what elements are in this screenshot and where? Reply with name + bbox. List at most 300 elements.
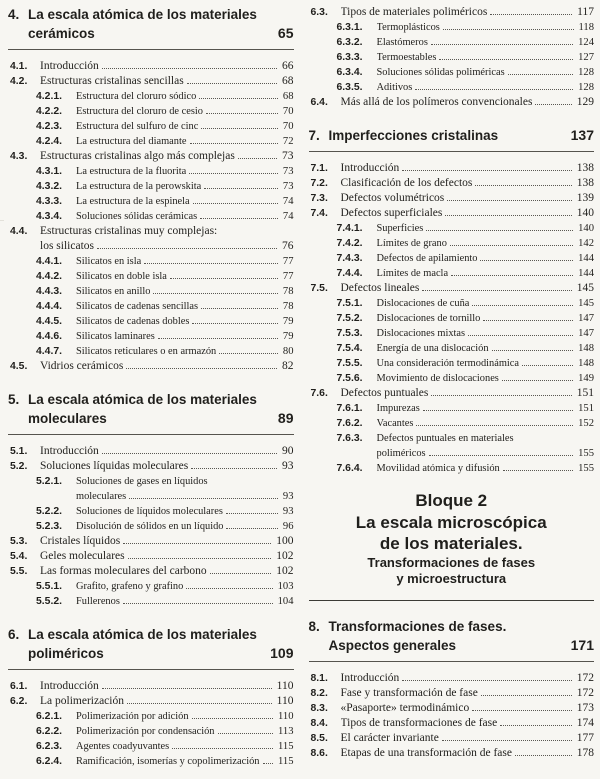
toc-entry-title: Polimerización por condensación — [76, 726, 215, 737]
toc-entry-number: 7.5.6. — [336, 373, 363, 384]
dot-leader — [201, 308, 278, 309]
toc-entry-number: 5.3. — [10, 536, 28, 547]
toc-entry-page-number: 149 — [578, 373, 594, 384]
toc-entry-title: Estructura del cloruro de cesio — [76, 106, 203, 117]
toc-entry-number: 5.2.3. — [36, 521, 62, 532]
toc-entry — [309, 176, 595, 191]
toc-entry — [309, 431, 595, 461]
toc-entry-number: 7.4.3. — [336, 253, 363, 264]
toc-entry-page-number: 152 — [578, 418, 594, 429]
toc-entry-page-number: 113 — [278, 726, 294, 737]
dot-leader — [219, 353, 278, 354]
toc-entry-title: Tipos de materiales poliméricos — [340, 6, 488, 18]
toc-entry — [8, 299, 294, 314]
dot-leader — [192, 323, 278, 324]
toc-entry-title: Vidrios cerámicos — [40, 360, 124, 372]
toc-entry-title: Fullerenos — [76, 596, 120, 607]
toc-entry-line — [309, 356, 595, 371]
toc-entry-title: Clasificación de los defectos — [340, 177, 473, 189]
dot-leader — [450, 245, 573, 246]
toc-column-right — [309, 5, 595, 775]
toc-entry — [309, 716, 595, 731]
dot-leader — [123, 603, 273, 604]
dot-leader — [480, 260, 573, 261]
dot-leader — [192, 718, 273, 719]
toc-entry-number: 8.4. — [310, 717, 328, 729]
toc-entry-number: 4.4.6. — [36, 331, 62, 342]
toc-entry — [309, 5, 595, 20]
toc-entry — [309, 701, 595, 716]
toc-entry-page-number: 172 — [576, 671, 594, 684]
toc-entry-number: 4.5. — [10, 361, 28, 372]
toc-entry-title: Estructura del sulfuro de cinc — [76, 121, 199, 132]
toc-entry-line — [8, 564, 294, 579]
toc-entry — [8, 359, 294, 374]
toc-entry-line — [8, 74, 294, 89]
toc-entry-page-number: 155 — [578, 463, 594, 474]
toc-entry-title: Termoestables — [376, 52, 437, 63]
toc-entry-number: 4.4.1. — [36, 256, 62, 267]
toc-entry-page-number: 74 — [282, 211, 294, 222]
toc-entry-title: Silicatos laminares — [76, 331, 155, 342]
chapter-title: La escala atómica de los materiales — [28, 627, 257, 642]
dot-leader — [515, 755, 572, 756]
toc-entry-title: Polimerización por adición — [76, 711, 189, 722]
toc-entry-page-number: 70 — [282, 121, 294, 132]
toc-entry-page-number: 110 — [278, 711, 294, 722]
toc-entry-number: 5.5.2. — [36, 596, 62, 607]
toc-entry-number: 5.2. — [10, 461, 28, 472]
dot-leader — [522, 365, 573, 366]
toc-entry-title: Las formas moleculares del carbono — [40, 565, 207, 577]
toc-entry-title: Más allá de los polímeros convencionales — [340, 96, 533, 108]
toc-entry-line — [8, 724, 294, 739]
toc-entry-number: 6.2.3. — [36, 741, 62, 752]
toc-entry-page-number: 174 — [576, 716, 594, 729]
toc-entry-line — [309, 671, 595, 686]
toc-entry-line — [309, 206, 595, 221]
toc-entry — [309, 50, 595, 65]
dot-leader — [172, 748, 273, 749]
toc-entry-line — [8, 489, 294, 504]
toc-entry — [309, 191, 595, 206]
toc-entry-line — [309, 95, 595, 110]
toc-entry — [8, 194, 294, 209]
toc-entry — [309, 401, 595, 416]
chapter-number: 7. — [308, 128, 320, 143]
dot-leader — [199, 98, 278, 99]
dot-leader — [415, 89, 573, 90]
toc-entry — [8, 504, 294, 519]
toc-entry-line — [8, 254, 294, 269]
dot-leader — [423, 410, 573, 411]
toc-entry-number: 7.6.1. — [336, 403, 363, 414]
dot-leader — [439, 59, 573, 60]
toc-entry-page-number: 151 — [576, 387, 594, 399]
toc-entry-title: Defectos puntuales — [340, 387, 429, 399]
toc-entry-number: 4.3.4. — [36, 211, 62, 222]
dot-leader — [472, 710, 572, 711]
toc-entry-title: Energía de una dislocación — [376, 343, 489, 354]
toc-entry-page-number: 78 — [282, 286, 294, 297]
scan-artifact — [0, 220, 4, 221]
toc-entry — [309, 416, 595, 431]
toc-entry-title: poliméricos — [376, 448, 426, 459]
toc-entry-title: La estructura de la fluorita — [76, 166, 187, 177]
dot-leader — [200, 218, 278, 219]
toc-entry-number: 7.6.4. — [336, 463, 363, 474]
toc-entry-line — [309, 191, 595, 206]
toc-entry-title: Agentes coadyuvantes — [76, 741, 170, 752]
toc-entry-title: Grafito, grafeno y grafino — [76, 581, 184, 592]
toc-entry-title: Estructura del cloruro sódico — [76, 91, 197, 102]
toc-entry — [309, 266, 595, 281]
toc-entry-page-number: 138 — [576, 177, 594, 189]
toc-entry-line — [8, 314, 294, 329]
toc-entry — [309, 731, 595, 746]
toc-entry-title: Soluciones de líquidos moleculares — [76, 506, 223, 517]
dot-leader — [226, 528, 277, 529]
toc-entry-title: Silicatos reticulares o en armazón — [76, 346, 217, 357]
toc-entry-line — [8, 284, 294, 299]
toc-entry-title: Silicatos en isla — [76, 256, 142, 267]
toc-entry-number: 8.3. — [310, 702, 328, 714]
toc-entry-page-number: 110 — [276, 680, 294, 692]
toc-entry-page-number: 77 — [282, 271, 294, 282]
toc-entry-number: 7.4.1. — [336, 223, 363, 234]
toc-entry-page-number: 102 — [276, 550, 294, 562]
toc-entry-title: Silicatos de cadenas sencillas — [76, 301, 199, 312]
toc-entry-page-number: 129 — [576, 96, 594, 108]
dot-leader — [129, 498, 278, 499]
toc-entry-line — [309, 80, 595, 95]
dot-leader — [263, 763, 273, 764]
chapter-heading — [8, 625, 294, 670]
toc-entry-page-number: 115 — [278, 756, 294, 767]
chapter-page-number: 137 — [570, 127, 594, 143]
toc-entry-title: Una consideración termodinámica — [376, 358, 520, 369]
toc-entry-title: «Pasaporte» termodinámico — [340, 701, 470, 714]
toc-entry — [8, 739, 294, 754]
chapter-heading-line — [309, 636, 595, 655]
chapter-title-continued: poliméricos — [28, 646, 104, 661]
toc-entry-line — [8, 224, 294, 239]
toc-entry-line — [309, 161, 595, 176]
toc-entry-number: 6.4. — [310, 97, 328, 108]
dot-leader — [447, 200, 571, 201]
chapter-heading-line — [8, 625, 294, 644]
dot-leader — [416, 425, 573, 426]
toc-entry-number: 7.4. — [310, 208, 328, 219]
toc-entry-page-number: 178 — [576, 746, 594, 759]
toc-entry-number: 6.2.2. — [36, 726, 62, 737]
chapter-page-number: 89 — [277, 410, 294, 426]
toc-entry — [8, 104, 294, 119]
toc-entry-title: Soluciones de gases en líquidos — [76, 476, 208, 487]
toc-entry — [309, 35, 595, 50]
chapter-heading-line — [8, 5, 294, 24]
toc-entry — [8, 549, 294, 564]
toc-entry — [309, 356, 595, 371]
toc-entry-line — [309, 5, 595, 20]
toc-entry — [8, 329, 294, 344]
dot-leader — [472, 305, 573, 306]
toc-entry — [8, 269, 294, 284]
toc-entry-number: 7.4.2. — [336, 238, 363, 249]
dot-leader — [144, 263, 278, 264]
toc-entry — [8, 579, 294, 594]
toc-entry-line — [8, 474, 294, 489]
dot-leader — [422, 290, 571, 291]
toc-entry-page-number: 115 — [278, 741, 294, 752]
toc-entry — [8, 284, 294, 299]
toc-entry-line — [8, 299, 294, 314]
toc-entry-title: El carácter invariante — [340, 731, 439, 744]
toc-entry-page-number: 173 — [576, 701, 594, 714]
dot-leader — [127, 703, 272, 704]
toc-entry-title: Superficies — [376, 223, 424, 234]
dot-leader — [190, 143, 278, 144]
dot-leader — [218, 733, 274, 734]
toc-entry — [8, 754, 294, 769]
toc-entry-line — [309, 236, 595, 251]
toc-entry — [8, 164, 294, 179]
toc-entry-title: Soluciones sólidas cerámicas — [76, 211, 198, 222]
dot-leader — [502, 380, 573, 381]
chapter-page-number: 171 — [570, 636, 594, 653]
toc-entry-number: 8.2. — [310, 687, 328, 699]
chapter-heading-line — [309, 126, 595, 145]
toc-entry-title: Aditivos — [376, 82, 413, 93]
dot-leader — [193, 203, 278, 204]
toc-entry — [8, 74, 294, 89]
toc-entry — [309, 746, 595, 761]
toc-entry-title: Silicatos de cadenas dobles — [76, 316, 190, 327]
toc-entry-page-number: 177 — [576, 731, 594, 744]
toc-entry-page-number: 66 — [282, 60, 294, 72]
toc-entry-number: 8.6. — [310, 747, 328, 759]
toc-entry-number: 8.1. — [310, 672, 328, 684]
dot-leader — [468, 335, 573, 336]
toc-entry-page-number: 100 — [276, 535, 294, 547]
toc-entry-page-number: 118 — [578, 22, 594, 33]
toc-entry-line — [309, 326, 595, 341]
toc-entry-line — [309, 401, 595, 416]
toc-entry-page-number: 90 — [282, 445, 294, 457]
toc-entry — [309, 311, 595, 326]
toc-entry — [8, 534, 294, 549]
toc-entry-line — [309, 251, 595, 266]
toc-entry-number: 7.5.2. — [336, 313, 363, 324]
toc-entry-number: 7.1. — [310, 163, 328, 174]
toc-entry-title: Dislocaciones de tornillo — [376, 313, 481, 324]
toc-entry-page-number: 74 — [282, 196, 294, 207]
chapter-number: 6. — [8, 627, 20, 642]
toc-entry-number: 5.4. — [10, 551, 28, 562]
dot-leader — [238, 158, 277, 159]
toc-entry-page-number: 82 — [282, 360, 294, 372]
toc-entry-number: 8.5. — [310, 732, 328, 744]
toc-entry-line — [8, 134, 294, 149]
part-divider — [309, 490, 595, 601]
toc-entry — [8, 344, 294, 359]
toc-entry-page-number: 147 — [578, 328, 594, 339]
chapter-heading-line — [8, 390, 294, 409]
part-divider-title-line: La escala microscópica — [355, 512, 547, 532]
toc-entry-line — [309, 446, 595, 461]
toc-entry — [309, 371, 595, 386]
toc-entry-title: Elastómeros — [376, 37, 428, 48]
toc-entry — [309, 65, 595, 80]
toc-entry-page-number: 110 — [276, 695, 294, 707]
dot-leader — [102, 68, 277, 69]
dot-leader — [153, 293, 277, 294]
dot-leader — [191, 468, 277, 469]
toc-entry-page-number: 96 — [282, 521, 294, 532]
toc-entry-number: 4.2.1. — [36, 91, 62, 102]
toc-entry-title: Defectos volumétricos — [340, 192, 445, 204]
toc-entry — [309, 686, 595, 701]
toc-entry — [8, 254, 294, 269]
toc-entry — [8, 564, 294, 579]
toc-entry-number: 4.3.2. — [36, 181, 62, 192]
toc-entry-line — [8, 709, 294, 724]
toc-entry — [309, 671, 595, 686]
toc-entry — [8, 594, 294, 609]
toc-entry-line — [309, 341, 595, 356]
toc-entry-title: La estructura de la perowskita — [76, 181, 202, 192]
toc-entry-number: 7.3. — [310, 193, 328, 204]
toc-entry-line — [8, 344, 294, 359]
toc-entry-title: Estructuras cristalinas algo más complejas — [40, 150, 235, 162]
toc-entry-title: Límites de grano — [376, 238, 447, 249]
toc-entry-title: Fase y transformación de fase — [340, 686, 478, 699]
toc-entry-number: 4.4.7. — [36, 346, 62, 357]
toc-entry-line — [309, 311, 595, 326]
toc-entry-title: Etapas de una transformación de fase — [340, 746, 512, 759]
toc-entry-page-number: 139 — [576, 192, 594, 204]
toc-entry-title: La estructura de la espinela — [76, 196, 190, 207]
toc-entry — [8, 519, 294, 534]
toc-entry-page-number: 140 — [576, 207, 594, 219]
toc-entry — [8, 224, 294, 254]
toc-entry — [8, 89, 294, 104]
toc-entry-number: 4.3. — [10, 151, 28, 162]
toc-entry — [309, 341, 595, 356]
toc-entry-line — [8, 519, 294, 534]
toc-entry-page-number: 124 — [578, 37, 594, 48]
toc-entry-page-number: 78 — [282, 301, 294, 312]
chapter-heading-line — [8, 409, 294, 428]
dot-leader — [475, 185, 571, 186]
dot-leader — [204, 188, 278, 189]
part-divider-subtitle-line: Transformaciones de fases — [367, 554, 536, 570]
toc-entry-page-number: 79 — [282, 331, 294, 342]
toc-entry-number: 7.5.1. — [336, 298, 363, 309]
toc-entry-line — [8, 739, 294, 754]
toc-entry-line — [309, 221, 595, 236]
toc-entry-line — [309, 716, 595, 731]
toc-entry-line — [309, 431, 595, 446]
toc-entry-line — [309, 461, 595, 476]
toc-entry-title: Geles moleculares — [40, 550, 125, 562]
toc-entry-number: 6.2.1. — [36, 711, 62, 722]
toc-entry-title: Defectos de apilamiento — [376, 253, 478, 264]
toc-entry-title: Soluciones líquidas moleculares — [40, 460, 189, 472]
toc-entry-line — [309, 65, 595, 80]
chapter-title: La escala atómica de los materiales — [28, 7, 257, 22]
toc-entry-line — [8, 179, 294, 194]
toc-entry — [309, 386, 595, 401]
toc-entry-number: 6.3.3. — [336, 52, 363, 63]
toc-entry — [8, 724, 294, 739]
toc-entry-number: 6.3.5. — [336, 82, 363, 93]
toc-entry-line — [309, 20, 595, 35]
toc-entry-number: 4.4. — [10, 226, 28, 237]
toc-entry-line — [309, 731, 595, 746]
toc-entry-line — [8, 579, 294, 594]
toc-entry-line — [8, 119, 294, 134]
toc-entry-number: 6.2. — [10, 696, 28, 707]
dot-leader — [102, 453, 277, 454]
toc-entry-line — [309, 296, 595, 311]
toc-entry — [8, 59, 294, 74]
toc-entry-title: Dislocaciones mixtas — [376, 328, 466, 339]
toc-entry-number: 6.3. — [310, 7, 328, 18]
toc-entry-number: 4.3.1. — [36, 166, 62, 177]
dot-leader — [187, 83, 277, 84]
dot-leader — [431, 44, 573, 45]
chapter-heading — [8, 390, 294, 435]
toc-entry-page-number: 77 — [282, 256, 294, 267]
toc-entry-page-number: 144 — [578, 268, 594, 279]
toc-entry — [8, 679, 294, 694]
toc-entry-title: Defectos lineales — [340, 282, 420, 294]
chapter-title: La escala atómica de los materiales — [28, 392, 257, 407]
toc-entry-line — [8, 329, 294, 344]
toc-entry-title: La estructura del diamante — [76, 136, 187, 147]
dot-leader — [490, 14, 572, 15]
dot-leader — [481, 695, 572, 696]
toc-entry-page-number: 79 — [282, 316, 294, 327]
toc-entry-number: 6.2.4. — [36, 756, 62, 767]
toc-entry-page-number: 73 — [282, 181, 294, 192]
chapter-title: Transformaciones de fases. — [328, 618, 507, 634]
toc-entry-title: los silicatos — [40, 240, 94, 252]
toc-entry — [8, 694, 294, 709]
toc-entry-page-number: 72 — [282, 136, 294, 147]
toc-entry — [8, 314, 294, 329]
toc-entry-title: Silicatos en anillo — [76, 286, 151, 297]
toc-entry — [8, 444, 294, 459]
toc-entry-title: Movimiento de dislocaciones — [376, 373, 499, 384]
toc-entry-title: Silicatos en doble isla — [76, 271, 167, 282]
toc-entry-line — [309, 266, 595, 281]
chapter-title: Imperfecciones cristalinas — [328, 128, 499, 143]
toc-entry-number: 4.2.2. — [36, 106, 62, 117]
toc-entry — [309, 251, 595, 266]
toc-entry-title: Vacantes — [376, 418, 414, 429]
toc-entry-title: Defectos superficiales — [340, 207, 443, 219]
toc-entry-number: 5.5.1. — [36, 581, 62, 592]
dot-leader — [500, 725, 572, 726]
dot-leader — [158, 338, 278, 339]
toc-entry — [309, 326, 595, 341]
dot-leader — [126, 368, 277, 369]
toc-entry — [309, 20, 595, 35]
part-divider-title-line: de los materiales. — [379, 534, 523, 553]
toc-entry-number: 7.6. — [310, 388, 328, 399]
